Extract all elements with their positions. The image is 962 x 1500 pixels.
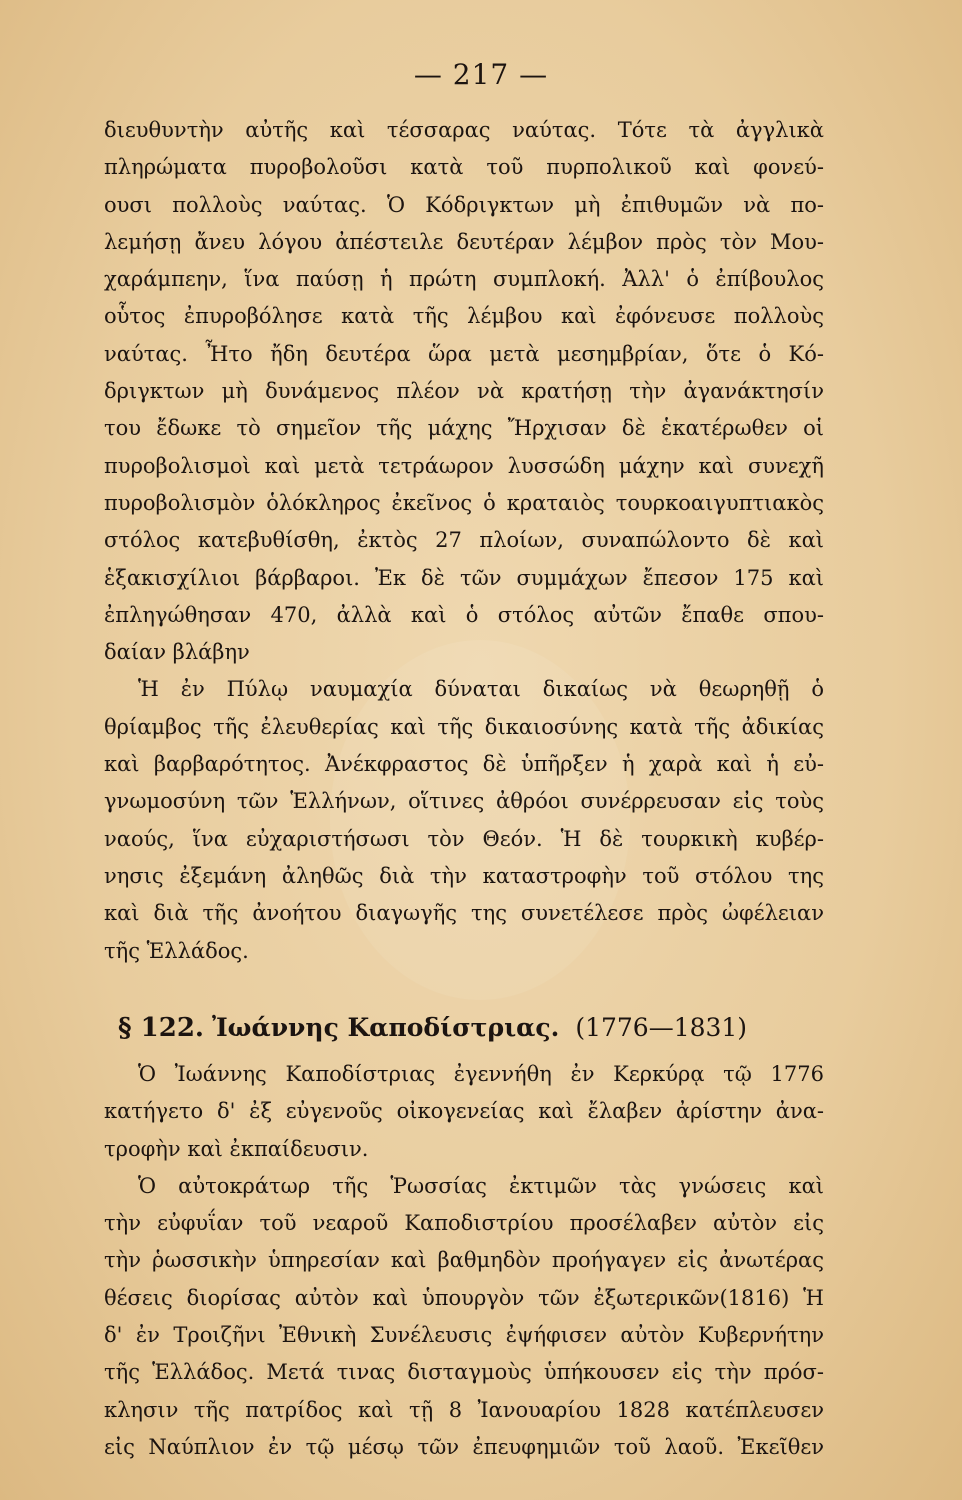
text-line: Ὁ αὐτοκράτωρ τῆς Ῥωσσίας ἐκτιμῶν τὰς γνώσεις καὶ [138, 1173, 824, 1198]
text-line: οὗτος ἐπυροβόλησε κατὰ τῆς λέμβου καὶ ἐφόνευσε πολλοὺς [104, 304, 824, 329]
text-line: δ' ἐν Τροιζῆνι Ἐθνικὴ Συνέλευσις ἐψήφισεν αὐτὸν Κυβερνήτην [104, 1323, 824, 1348]
text-line: του ἔδωκε τὸ σημεῖον τῆς μάχης Ἤρχισαν δὲ ἑκατέρωθεν οἱ [104, 416, 824, 441]
text-line: πληρώματα πυροβολοῦσι κατὰ τοῦ πυρπολικοῦ καὶ φονεύ- [104, 155, 824, 180]
text-line: δαίαν βλάβην [104, 640, 250, 665]
text-line: Ἡ ἐν Πύλῳ ναυμαχία δύναται δικαίως νὰ θεωρηθῇ ὁ [138, 677, 824, 702]
text-line: κλησιν τῆς πατρίδος καὶ τῇ 8 Ἰανουαρίου 1828 κατέπλευσεν [104, 1397, 824, 1422]
text-line: καὶ διὰ τῆς ἀνοήτου διαγωγῆς της συνετέλεσε πρὸς ὠφέλειαν [104, 901, 824, 926]
text-line: τὴν εὐφυΐαν τοῦ νεαροῦ Καποδιστρίου προσέλαβεν αὐτὸν εἰς [104, 1211, 824, 1236]
section-title: Ἰωάννης Καποδίστριας. [211, 1013, 560, 1042]
text-line: δριγκτων μὴ δυνάμενος πλέον νὰ κρατήσῃ τὴν ἀγανάκτησίν [104, 379, 824, 404]
text-line: θρίαμβος τῆς ἐλευθερίας καὶ τῆς δικαιοσύνης κατὰ τῆς ἀδικίας [104, 714, 824, 739]
section-number: § 122. [118, 1013, 204, 1043]
paragraph-naval-battle [104, 112, 824, 970]
text-line: διευθυντὴν αὐτῆς καὶ τέσσαρας ναύτας. Τότε τὰ ἀγγλικὰ [104, 118, 824, 142]
text-line: τὴν ῥωσσικὴν ὑπηρεσίαν καὶ βαθμηδὸν προήγαγεν εἰς ἀνωτέρας [104, 1248, 824, 1273]
text-line: ουσι πολλοὺς ναύτας. Ὁ Κόδριγκτων μὴ ἐπιθυμῶν νὰ πο- [104, 192, 824, 217]
paragraph-kapodistrias [104, 1056, 824, 1466]
section-heading [118, 1008, 818, 1048]
text-line: ναύτας. Ἦτο ἤδη δευτέρα ὥρα μετὰ μεσημβρίαν, ὅτε ὁ Κό- [104, 341, 824, 366]
text-line: ἐπληγώθησαν 470, ἀλλὰ καὶ ὁ στόλος αὐτῶν ἔπαθε σπου- [104, 602, 824, 627]
text-line: κατήγετο δ' ἐξ εὐγενοῦς οἰκογενείας καὶ ἔλαβεν ἀρίστην ἀνα- [104, 1099, 824, 1124]
text-line: τῆς Ἑλλάδος. Μετά τινας δισταγμοὺς ὑπήκουσεν εἰς τὴν πρόσ- [104, 1360, 824, 1385]
text-line: πυροβολισμὸν ὁλόκληρος ἐκεῖνος ὁ κραταιὸς τουρκοαιγυπτιακὸς [104, 490, 824, 515]
text-line: στόλος κατεβυθίσθη, ἐκτὸς 27 πλοίων, συναπώλοντο δὲ καὶ [104, 528, 824, 553]
text-line: γνωμοσύνη τῶν Ἑλλήνων, οἵτινες ἀθρόοι συνέρρευσαν εἰς τοὺς [104, 789, 824, 814]
section-dates: (1776—1831) [575, 1013, 748, 1042]
text-line: θέσεις διορίσας αὐτὸν καὶ ὑπουργὸν τῶν ἐξωτερικῶν(1816) Ἡ [104, 1285, 824, 1310]
text-line: χαράμπεην, ἵνα παύσῃ ἡ πρώτη συμπλοκή. Ἀλλ' ὁ ἐπίβουλος [104, 267, 824, 292]
text-line: καὶ βαρβαρότητος. Ἀνέκφραστος δὲ ὑπῆρξεν ἡ χαρὰ καὶ ἡ εὐ- [104, 752, 824, 777]
text-line: τῆς Ἑλλάδος. [104, 938, 249, 963]
text-line: ναούς, ἵνα εὐχαριστήσωσι τὸν Θεόν. Ἡ δὲ τουρκικὴ κυβέρ- [104, 826, 824, 851]
text-line: ἑξακισχίλιοι βάρβαροι. Ἐκ δὲ τῶν συμμάχων ἔπεσον 175 καὶ [104, 565, 824, 590]
text-line: λεμήσῃ ἄνευ λόγου ἀπέστειλε δευτέραν λέμβον πρὸς τὸν Μου- [104, 229, 824, 254]
text-line: εἰς Ναύπλιον ἐν τῷ μέσῳ τῶν ἐπευφημιῶν τοῦ λαοῦ. Ἐκεῖθεν [104, 1434, 824, 1459]
page-number: — 217 — [413, 58, 549, 91]
text-line: Ὁ Ἰωάννης Καποδίστριας ἐγεννήθη ἐν Κερκύρᾳ τῷ 1776 [138, 1062, 824, 1086]
text-line: πυροβολισμοὶ καὶ μετὰ τετράωρον λυσσώδη μάχην καὶ συνεχῆ [104, 453, 824, 478]
text-line: τροφὴν καὶ ἐκπαίδευσιν. [104, 1136, 369, 1161]
text-line: νησις ἐξεμάνη ἀληθῶς διὰ τὴν καταστροφὴν τοῦ στόλου της [104, 863, 824, 888]
